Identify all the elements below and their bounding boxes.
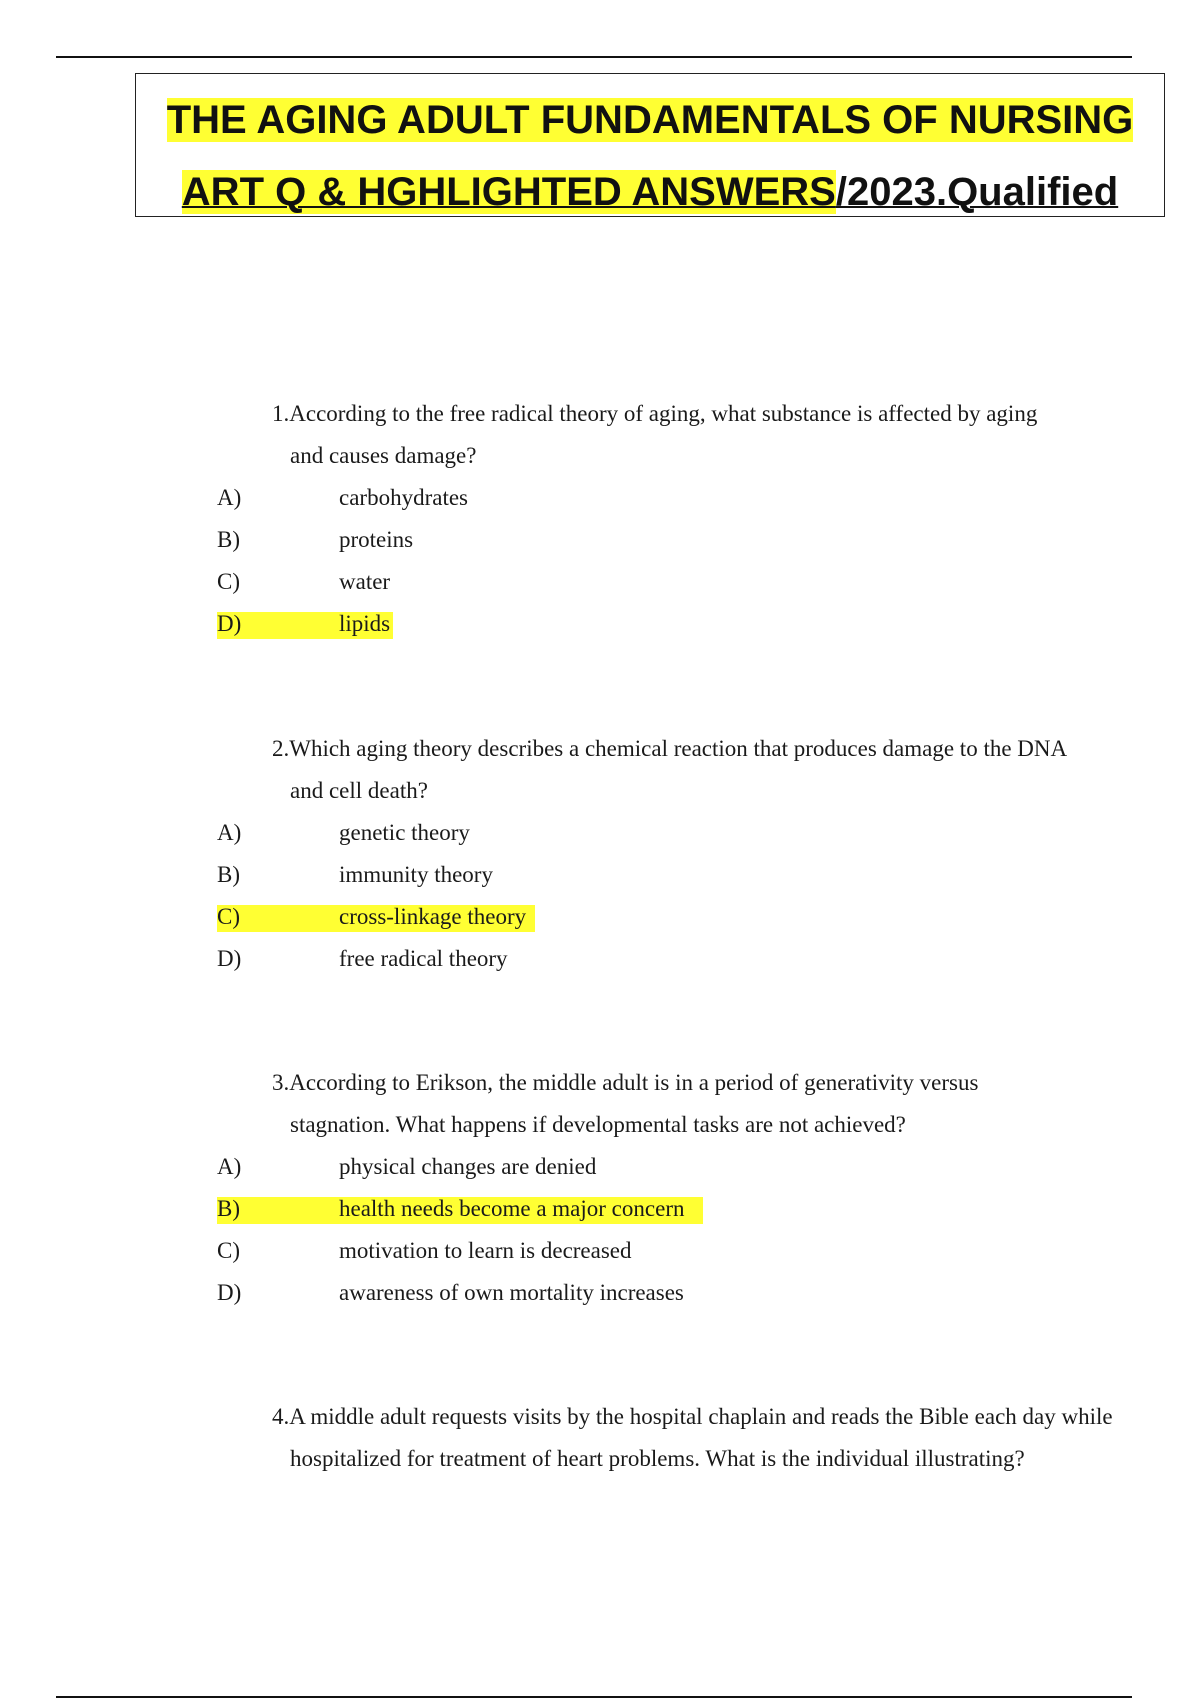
question-line-2: stagnation. What happens if developmental tasks are not achieved? [290,1112,906,1137]
question-line-1: A middle adult requests visits by the hospital chaplain and reads the Bible each day while [289,1404,1113,1429]
option-letter: C) [217,569,240,594]
question-line-1: Which aging theory describes a chemical reaction that produces damage to the DNA [289,736,1068,761]
title-line-1-text: THE AGING ADULT FUNDAMENTALS OF NURSING [166,98,1134,142]
question-line-2: and cell death? [290,778,428,803]
option-text: immunity theory [339,862,493,887]
option-text: proteins [339,527,414,552]
document-title-box [135,73,1165,217]
option-text: awareness of own mortality increases [339,1280,684,1305]
bottom-rule [56,1696,1132,1698]
option-a [0,477,1200,519]
option-letter: D) [217,946,242,971]
option-text: health needs become a major concern [339,1196,685,1221]
question-stem [272,1062,1172,1146]
option-a [0,1146,1200,1188]
option-text: physical changes are denied [339,1154,597,1179]
option-letter: C) [217,904,240,929]
option-text: free radical theory [339,946,508,971]
option-letter: D) [217,1280,242,1305]
option-d [0,1272,1200,1314]
option-letter: A) [217,485,242,510]
option-text: cross-linkage theory [339,904,527,929]
option-letter: C) [217,1238,240,1263]
question-line-1: According to Erikson, the middle adult is in a period of generativity versus [289,1070,979,1095]
title-line-1 [136,96,1164,144]
question-stem [272,393,1172,477]
option-letter: A) [217,1154,242,1179]
question-stem [272,1396,1172,1480]
option-b [0,854,1200,896]
question-number: 3. [272,1070,290,1095]
option-letter: B) [217,1196,240,1221]
top-rule [56,56,1132,58]
option-c [0,561,1200,603]
question-line-1: According to the free radical theory of aging, what substance is affected by aging [289,401,1038,426]
question-1 [0,393,1200,645]
option-text: water [339,569,391,594]
option-d-correct [0,603,1200,645]
title-line-2-rest: /2023.Qualified [835,170,1119,214]
question-2 [0,728,1200,980]
option-letter: D) [217,611,242,636]
option-text: lipids [339,611,391,636]
option-b [0,519,1200,561]
question-line-2: and causes damage? [290,443,477,468]
option-text: motivation to learn is decreased [339,1238,632,1263]
question-number: 1. [272,401,290,426]
title-line-2 [136,168,1164,216]
question-3 [0,1062,1200,1314]
option-a [0,812,1200,854]
option-c [0,1230,1200,1272]
question-number: 4. [272,1404,290,1429]
option-text: carbohydrates [339,485,468,510]
option-d [0,938,1200,980]
option-letter: B) [217,862,240,887]
option-text: genetic theory [339,820,470,845]
question-4 [0,1396,1200,1480]
question-stem [272,728,1172,812]
option-b-correct [0,1188,1200,1230]
title-line-2-highlighted: ART Q & HGHLIGHTED ANSWERS [181,170,836,214]
question-line-2: hospitalized for treatment of heart problems. What is the individual illustrating? [290,1446,1025,1471]
question-number: 2. [272,736,290,761]
option-letter: A) [217,820,242,845]
option-letter: B) [217,527,240,552]
option-c-correct [0,896,1200,938]
